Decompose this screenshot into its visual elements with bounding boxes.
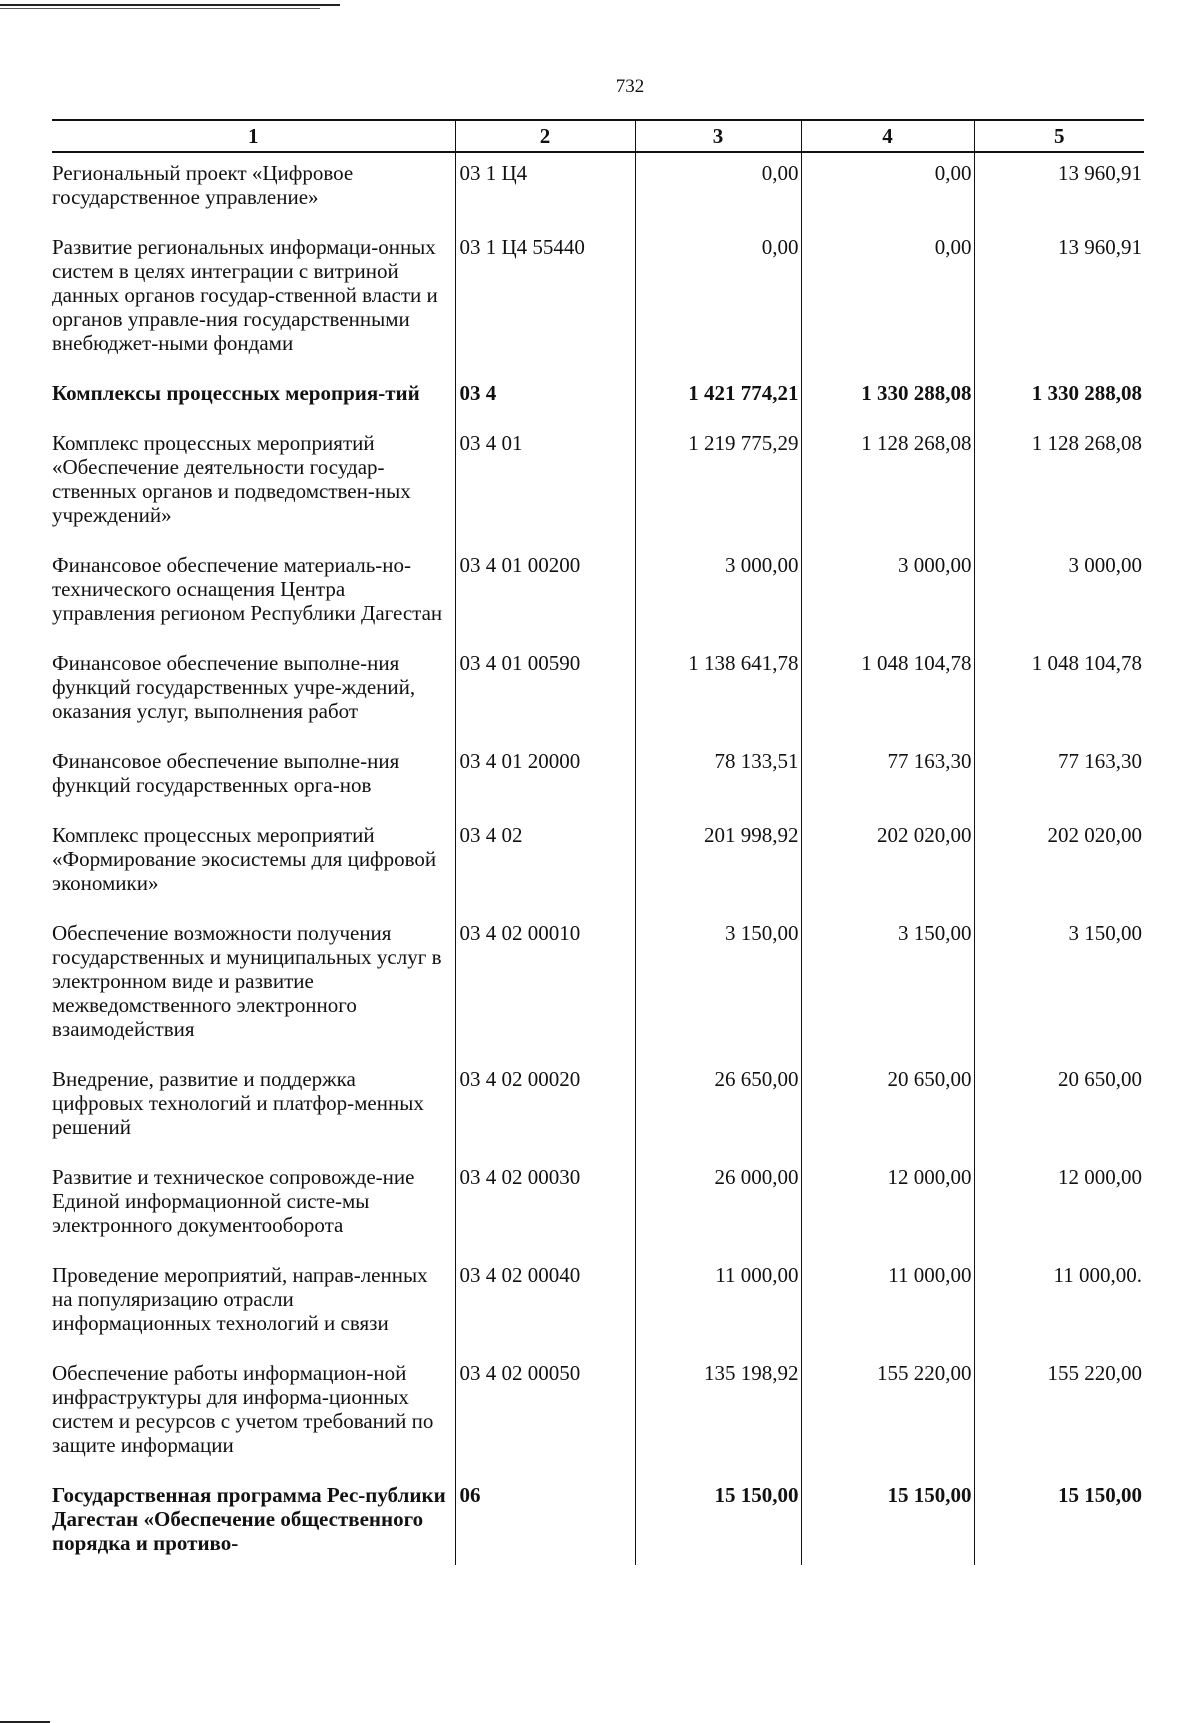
row-name: Развитие и техническое сопровожде-ние Единой информационной систе-мы электронного документооборота (52, 1165, 415, 1237)
row-value-3: 3 150,00 (635, 915, 801, 1061)
row-code: 03 4 01 20000 (455, 743, 635, 817)
row-value-5: 15 150,00 (974, 1477, 1144, 1565)
row-value-4: 3 150,00 (801, 915, 974, 1061)
table-row (52, 1355, 1144, 1477)
scan-edge-line (0, 8, 320, 9)
row-value-5: 12 000,00 (974, 1159, 1144, 1257)
row-value-3: 201 998,92 (635, 817, 801, 915)
row-code: 03 4 02 00030 (455, 1159, 635, 1257)
row-value-4: 11 000,00 (801, 1257, 974, 1355)
table-row (52, 743, 1144, 817)
row-value-4: 77 163,30 (801, 743, 974, 817)
table-row (52, 915, 1144, 1061)
row-value-5: 202 020,00 (974, 817, 1144, 915)
row-value-4: 20 650,00 (801, 1061, 974, 1159)
row-value-5: 1 128 268,08 (974, 425, 1144, 547)
scan-edge-line (0, 4, 340, 6)
row-value-4: 1 330 288,08 (801, 375, 974, 425)
row-value-4: 155 220,00 (801, 1355, 974, 1477)
table-header-row (52, 120, 1144, 152)
table-row (52, 152, 1144, 229)
row-value-3: 3 000,00 (635, 547, 801, 645)
row-value-3: 0,00 (635, 229, 801, 375)
row-value-4: 202 020,00 (801, 817, 974, 915)
row-value-5: 13 960,91 (974, 152, 1144, 229)
row-code: 03 1 Ц4 55440 (455, 229, 635, 375)
table-row (52, 375, 1144, 425)
table-row (52, 1061, 1144, 1159)
row-value-3: 15 150,00 (635, 1477, 801, 1565)
row-value-3: 11 000,00 (635, 1257, 801, 1355)
row-name: Региональный проект «Цифровое государственное управление» (52, 161, 354, 209)
row-value-4: 3 000,00 (801, 547, 974, 645)
row-value-3: 0,00 (635, 152, 801, 229)
row-value-4: 12 000,00 (801, 1159, 974, 1257)
row-name: Комплекс процессных мероприятий «Обеспечение деятельности государ-ственных органов и подведомствен-ных учреждений» (52, 431, 411, 527)
row-value-3: 1 138 641,78 (635, 645, 801, 743)
row-code: 03 4 01 (455, 425, 635, 547)
row-value-5: 77 163,30 (974, 743, 1144, 817)
table-row (52, 547, 1144, 645)
row-code: 03 4 01 00590 (455, 645, 635, 743)
row-code: 03 4 02 00010 (455, 915, 635, 1061)
row-value-5: 3 150,00 (974, 915, 1144, 1061)
row-value-3: 26 650,00 (635, 1061, 801, 1159)
budget-table (52, 119, 1144, 1565)
table-row (52, 1257, 1144, 1355)
page-number: 732 (615, 76, 645, 97)
row-value-5: 1 330 288,08 (974, 375, 1144, 425)
row-code: 03 4 02 00020 (455, 1061, 635, 1159)
table-row (52, 645, 1144, 743)
row-name: Внедрение, развитие и поддержка цифровых технологий и платфор-менных решений (52, 1067, 424, 1139)
column-header: 4 (801, 120, 974, 152)
row-value-5: 11 000,00. (974, 1257, 1144, 1355)
row-name: Обеспечение возможности получения государственных и муниципальных услуг в электронном виде и развитие межведомственного электронного взаимодействия (52, 921, 442, 1041)
row-name: Обеспечение работы информацион-ной инфраструктуры для информа-ционных систем и ресурсов с учетом требований по защите информации (52, 1361, 434, 1457)
row-value-5: 20 650,00 (974, 1061, 1144, 1159)
row-code: 03 1 Ц4 (455, 152, 635, 229)
row-name: Комплексы процессных мероприя-тий (52, 381, 420, 405)
row-name: Комплекс процессных мероприятий «Формирование экосистемы для цифровой экономики» (52, 823, 437, 895)
table-row (52, 425, 1144, 547)
row-value-3: 1 421 774,21 (635, 375, 801, 425)
row-value-4: 1 128 268,08 (801, 425, 974, 547)
table-row (52, 1159, 1144, 1257)
row-code: 03 4 02 00040 (455, 1257, 635, 1355)
row-code: 03 4 (455, 375, 635, 425)
row-value-5: 13 960,91 (974, 229, 1144, 375)
row-value-3: 135 198,92 (635, 1355, 801, 1477)
column-header: 2 (455, 120, 635, 152)
row-code: 06 (455, 1477, 635, 1565)
row-value-5: 3 000,00 (974, 547, 1144, 645)
row-name: Государственная программа Рес-публики Дагестан «Обеспечение общественного порядка и противо- (52, 1483, 446, 1555)
row-value-3: 26 000,00 (635, 1159, 801, 1257)
row-value-3: 1 219 775,29 (635, 425, 801, 547)
row-code: 03 4 01 00200 (455, 547, 635, 645)
column-header: 5 (974, 120, 1144, 152)
column-header: 3 (635, 120, 801, 152)
row-value-4: 0,00 (801, 152, 974, 229)
table-row (52, 229, 1144, 375)
row-name: Финансовое обеспечение материаль-но-технического оснащения Центра управления регионом Республики Дагестан (52, 553, 443, 625)
row-name: Проведение мероприятий, направ-ленных на популяризацию отрасли информационных технологий и связи (52, 1263, 428, 1335)
table-row (52, 817, 1144, 915)
row-code: 03 4 02 00050 (455, 1355, 635, 1477)
table-row (52, 1477, 1144, 1565)
row-name: Развитие региональных информаци-онных систем в целях интеграции с витриной данных органов государ-ственной власти и органов управле-ния государственными внебюджет-ными фондами (52, 235, 438, 355)
row-value-3: 78 133,51 (635, 743, 801, 817)
column-header: 1 (52, 120, 455, 152)
row-code: 03 4 02 (455, 817, 635, 915)
row-value-4: 0,00 (801, 229, 974, 375)
row-value-5: 1 048 104,78 (974, 645, 1144, 743)
row-value-4: 15 150,00 (801, 1477, 974, 1565)
row-name: Финансовое обеспечение выполне-ния функций государственных орга-нов (52, 749, 400, 797)
row-value-5: 155 220,00 (974, 1355, 1144, 1477)
row-value-4: 1 048 104,78 (801, 645, 974, 743)
row-name: Финансовое обеспечение выполне-ния функций государственных учре-ждений, оказания услуг, выполнения работ (52, 651, 416, 723)
